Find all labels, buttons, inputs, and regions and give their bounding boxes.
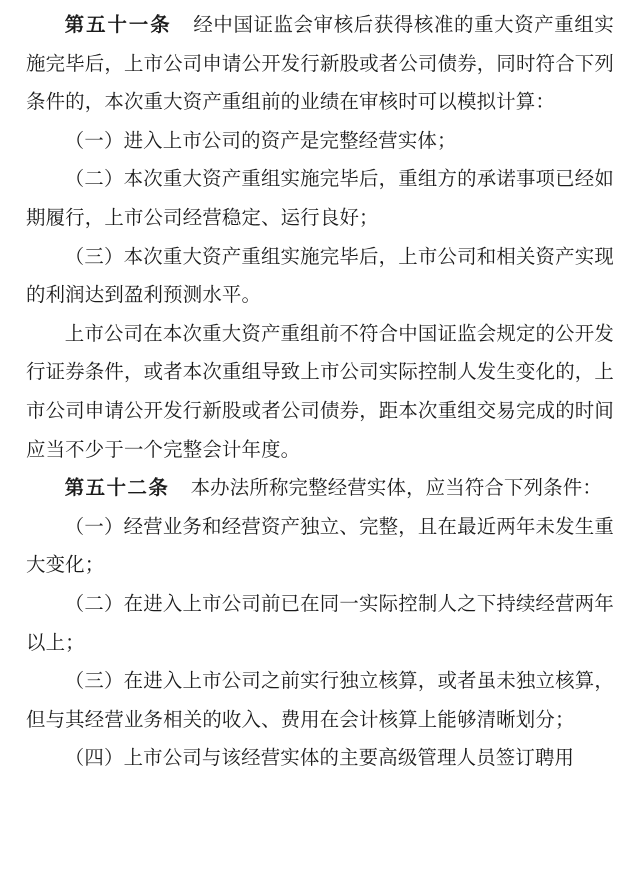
paragraph-item-7: （四）上市公司与该经营实体的主要高级管理人员签订聘用 [64, 746, 575, 770]
paragraph-item-6: （三）在进入上市公司之前实行独立核算，或者虽未独立核算，但与其经营业务相关的收入、费用在会计核算上能够清晰划分； [26, 669, 614, 731]
paragraph-item-1: （一）进入上市公司的资产是完整经营实体； [64, 128, 457, 152]
article-body: 经中国证监会审核后获得核准的重大资产重组实施完毕后，上市公司申请公开发行新股或者公司债券，同时符合下列条件的，本次重大资产重组前的业绩在审核时可以模拟计算： [26, 13, 614, 114]
article-number: 第五十二条 [64, 476, 170, 500]
article-body: 本办法所称完整经营实体，应当符合下列条件： [190, 476, 602, 500]
paragraph-item-2: （二）本次重大资产重组实施完毕后，重组方的承诺事项已经如期履行，上市公司经营稳定、运行良好； [26, 167, 614, 229]
paragraph-article-512 [26, 469, 614, 508]
paragraph-item-4: （一）经营业务和经营资产独立、完整，且在最近两年未发生重大变化； [26, 514, 614, 577]
article-number: 第五十一条 [64, 13, 172, 36]
paragraph-item-5: （二）在进入上市公司前已在同一实际控制人之下持续经营两年以上； [26, 591, 614, 654]
paragraph-article-511 [26, 6, 614, 122]
paragraph-body-1: 上市公司在本次重大资产重组前不符合中国证监会规定的公开发行证券条件，或者本次重组导致上市公司实际控制人发生变化的，上市公司申请公开发行新股或者公司债券，距本次重组交易完成的时间应当不少于一个完整会计年度。 [26, 321, 614, 461]
paragraph-item-3: （三）本次重大资产重组实施完毕后，上市公司和相关资产实现的利润达到盈利预测水平。 [26, 244, 614, 307]
